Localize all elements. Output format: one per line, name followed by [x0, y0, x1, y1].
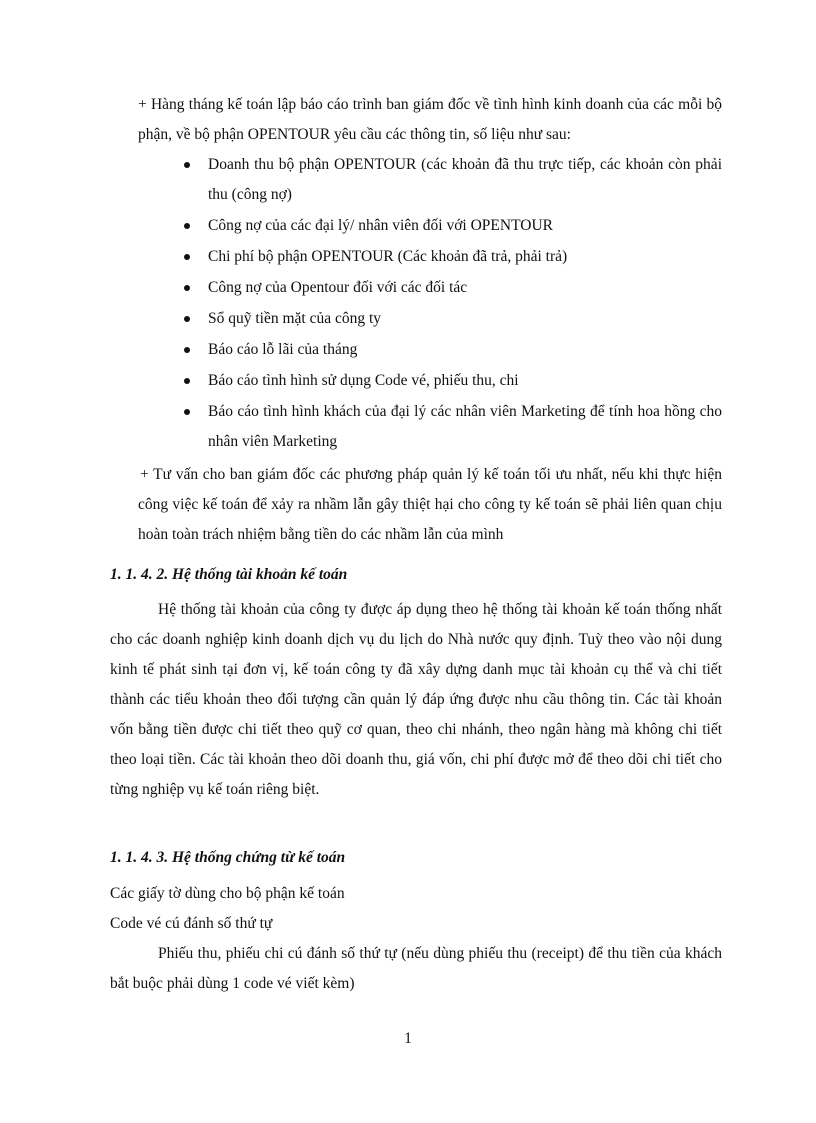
section-143-line-2: Code vé cú đánh số thứ tự: [110, 915, 273, 932]
list-item: [180, 366, 722, 396]
bullet-icon: [184, 162, 190, 168]
bullet-icon: [184, 347, 190, 353]
bullet-icon: [184, 378, 190, 384]
list-item-text: Công nợ của Opentour đối với các đối tác: [208, 279, 468, 296]
list-item-text: Chi phí bộ phận OPENTOUR (Các khoản đã trả, phải trả): [208, 248, 568, 265]
list-item-text: Sổ quỹ tiền mặt của công ty: [208, 310, 382, 327]
list-item-text: Báo cáo tình hình khách của đại lý các nhân viên Marketing để tính hoa hồng cho nhân viên Marketing: [208, 403, 722, 450]
list-item: [180, 335, 722, 365]
intro-paragraph: [138, 90, 722, 150]
list-item: [180, 273, 722, 303]
section-143-body: Phiếu thu, phiếu chi cú đánh số thứ tự (nếu dùng phiếu thu (receipt) để thu tiền của khách bắt buộc phải dùng 1 code vé viết kèm): [110, 945, 722, 992]
list-item-text: Doanh thu bộ phận OPENTOUR (các khoản đã thu trực tiếp, các khoản còn phải thu (công nợ): [208, 156, 722, 203]
list-item: [180, 211, 722, 241]
list-item-text: Báo cáo tình hình sử dụng Code vé, phiếu thu, chi: [208, 372, 519, 389]
section-heading-142: 1. 1. 4. 2. Hệ thống tài khoản kế toán: [110, 566, 348, 583]
intro-text: + Hàng tháng kế toán lập báo cáo trình ban giám đốc về tình hình kinh doanh của các mỗi bộ phận, về bộ phận OPENTOUR yêu cầu các thông tin, số liệu như sau:: [138, 96, 722, 143]
list-item: [180, 304, 722, 334]
list-item: [180, 242, 722, 272]
page-number: 1: [404, 1030, 412, 1047]
section-142-body: Hệ thống tài khoản của công ty được áp dụng theo hệ thống tài khoản kế toán thống nhất cho các doanh nghiệp kinh doanh dịch vụ du lịch do Nhà nước quy định. Tuỳ theo vào nội dung kinh tế phát sinh tại đơn vị, kế toán công ty đã xây dựng danh mục tài khoản cụ thể và chi tiết thành các tiểu khoản theo đối tượng cần quản lý đáp ứng được nhu cầu thông tin. Các tài khoản vốn bằng tiền được chi tiết theo quỹ cơ quan, theo chi nhánh, theo ngân hàng mà không chi tiết theo loại tiền. Các tài khoản theo dõi doanh thu, giá vốn, chi phí được mở để theo dõi chi tiết cho từng nghiệp vụ kế toán riêng biệt.: [110, 601, 722, 798]
bullet-icon: [184, 316, 190, 322]
list-item: [180, 397, 722, 457]
report-requirements-list: [180, 150, 722, 458]
list-item-text: Báo cáo lỗ lãi của tháng: [208, 341, 358, 358]
section-heading-143: 1. 1. 4. 3. Hệ thống chứng từ kế toán: [110, 849, 346, 866]
advice-paragraph: + Tư vấn cho ban giám đốc các phương pháp quản lý kế toán tối ưu nhất, nếu khi thực hiện công việc kế toán để xảy ra nhầm lẫn gây thiệt hại cho công ty kế toán sẽ phải liên quan chịu hoàn toàn trách nhiệm bằng tiền do các nhầm lẫn của mình: [138, 466, 722, 543]
bullet-icon: [184, 254, 190, 260]
bullet-icon: [184, 285, 190, 291]
section-143-line-1: Các giấy tờ dùng cho bộ phận kế toán: [110, 885, 345, 902]
bullet-icon: [184, 409, 190, 415]
list-item: [180, 150, 722, 210]
bullet-icon: [184, 223, 190, 229]
list-item-text: Công nợ của các đại lý/ nhân viên đối với OPENTOUR: [208, 217, 553, 234]
